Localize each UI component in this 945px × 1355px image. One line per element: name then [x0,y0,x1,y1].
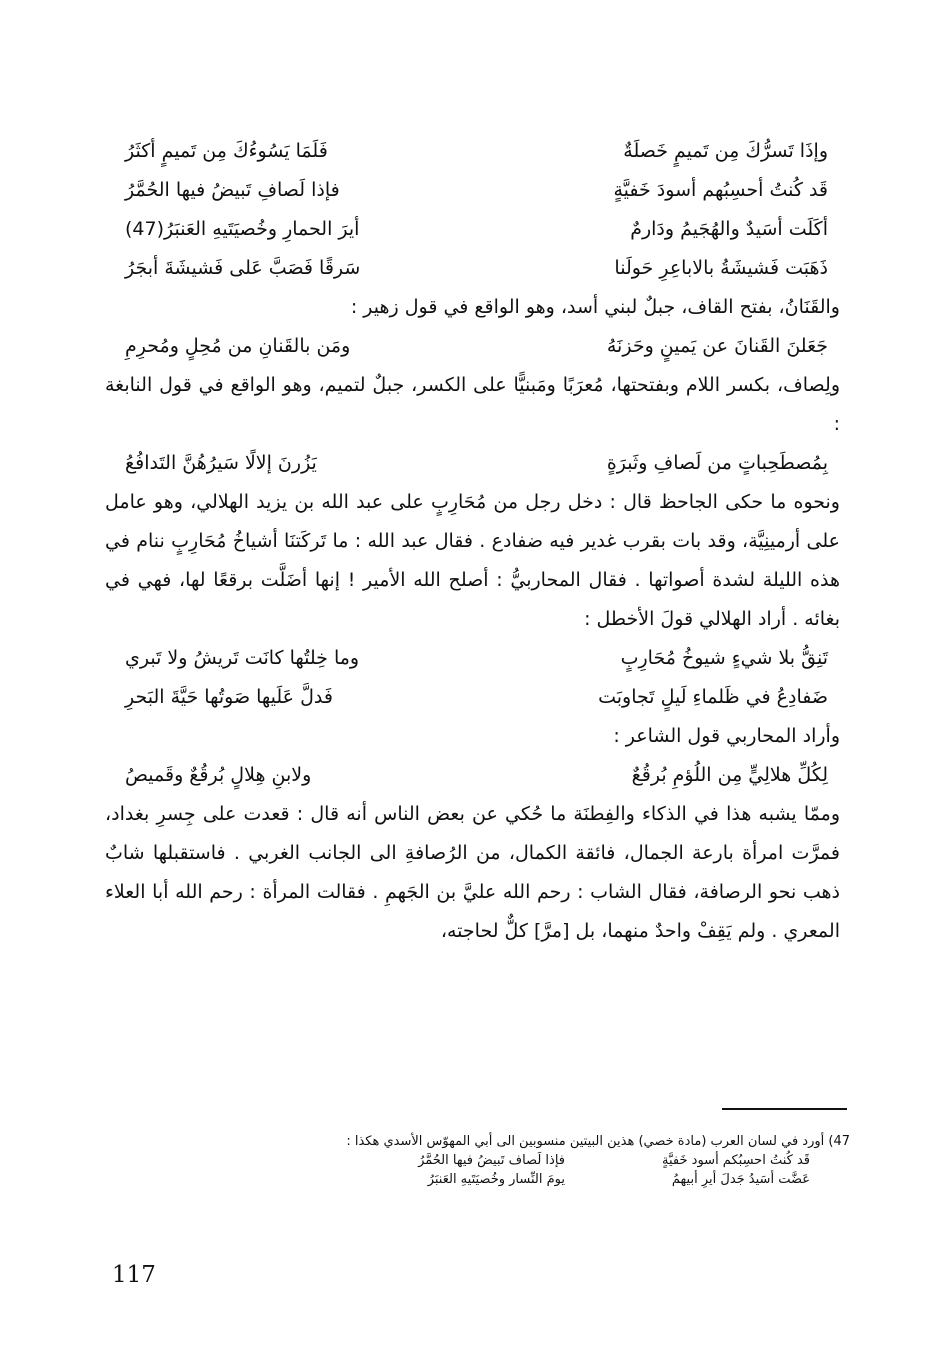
prose-paragraph: ولِصاف، بكسر اللام وبفتحتها، مُعرَبًا ومَبنيًّا على الكسر، جبلٌ لتميم، وهو الواقع في قول النابغة : [105,374,840,435]
hemistich-second: وما خِلتُها كانَت تَريشُ ولا تَبري [125,647,360,669]
footnote-verse-line [190,1151,850,1170]
verse-line [105,249,840,288]
footnote-verse-line [190,1170,850,1189]
verse-line [105,132,840,171]
hemistich-first: بِمُصطَحِباتٍ من لَصافِ وثَبرَةٍ [606,452,828,474]
prose-paragraph: وأراد المحاربي قول الشاعر : [613,725,840,747]
footnote [190,1132,850,1189]
hemistich-second: يومَ النِّسار وخُصيَتَيهِ العَنبَرُ [427,1172,565,1187]
hemistich-first: قَد كُنتُ احسِبُكم أسود خَفيَّةٍ [662,1153,810,1168]
hemistich-first: أكَلَت أسَيدٌ والهُجَيمُ ودَارمٌ [630,218,828,240]
verse-line [105,444,840,483]
prose-paragraph: ونحوه ما حكى الجاحظ قال : دخل رجل من مُحَارِبٍ على عبد الله بن يزيد الهلالي، وهو عامل على أرمينِيَّة، وقد بات بقرب غدير فيه ضفادع . فقال عبد الله : ما تَركَتنَا أشياخُ مُحَارِبٍ ننام في هذه الليلة لشدة أصواتها . فقال المحاربيُّ : أصلح الله الأمير ! إنها أضَلَّت برقعًا لها، فهي في بغائه . أراد الهلالي قولَ الأخطل : [105,491,840,630]
prose-paragraph: وممّا يشبه هذا في الذكاء والفِطنَة ما حُكي عن بعض الناس أنه قال : قعدت على جِسرِ بغداد، فمرَّت امرأة بارعة الجمال، فائقة الكمال، من الرُصافةِ الى الجانب الغربي . فاستقبلها شابٌ ذهب نحو الرصافة، فقال الشاب : رحم الله عليَّ بن الجَهمِ . فقالت المرأة : رحم الله أبا العلاء المعري . ولم يَقِفْ واحدٌ منهما، بل [مرَّ] كلٌّ لحاجته، [105,803,840,942]
main-text [105,132,840,951]
hemistich-second: أيرَ الحمارِ وخُصيَتَيهِ العَنبَرُ(47) [125,218,360,240]
hemistich-second: فإذا لَصافِ تَبيضُ فيها الحُمَّرُ [125,179,340,201]
hemistich-first: وإذَا تَسرُّكَ مِن تَميمٍ خَصلَةٌ [623,140,828,162]
verse-line [105,210,840,249]
hemistich-second: فإذا لَصاف تَبيضُ فيها الحُمَّرُ [418,1153,565,1168]
verse-line [105,171,840,210]
verse-group [105,132,840,288]
prose-paragraph: والقَنَانُ، بفتح القاف، جبلٌ لبني أسد، وهو الواقع في قول زهير : [350,296,840,318]
hemistich-first: قَد كُنتُ أحسِبُهم أسودَ خَفيَّةٍ [613,179,828,201]
hemistich-first: ذَهَبَت فَشيشَةُ بالاباعِرِ حَولَنا [614,257,828,279]
verse-line [105,327,840,366]
hemistich-second: ولابنِ هِلالٍ بُرقُعٌ وقَميصُ [125,764,312,786]
hemistich-second: فَدلَّ عَلَيها صَوتُها حَيَّةَ البَحرِ [125,686,333,708]
hemistich-first: عَضَّت أسَيدُ جَدلَ أيرِ أبيهمُ [671,1172,810,1187]
verse-line [105,756,840,795]
hemistich-first: لِكُلِّ هلالِيٍّ مِن اللُؤمِ بُرقُعٌ [631,764,828,786]
verse-line [105,639,840,678]
hemistich-second: فَلَمَا يَسُوءُكَ مِن تَميمٍ أكثَرُ [125,140,328,162]
hemistich-first: تَنِقُّ بلا شيءٍ شيوخُ مُحَارِبٍ [620,647,828,669]
hemistich-second: ومَن بالقَنانِ من مُحِلٍ ومُحرِمِ [125,335,351,357]
hemistich-first: جَعَلنَ القَنانَ عن يَمينٍ وحَزنَهُ [606,335,828,357]
hemistich-second: سَرقًا فَصَبَّ عَلى فَشيشَةَ أبجَرُ [125,257,361,279]
hemistich-first: ضَفادِعُ في ظَلماءِ لَيلٍ تَجاوبَت [598,686,828,708]
footnote-text: 47) أورد في لسان العرب (مادة خصي) هذين البيتين منسوبين الى أبي المهوّس الأسدي هكذا : [346,1134,850,1149]
verse-line [105,678,840,717]
hemistich-second: يَزُرنَ إلالًا سَيرُهُنَّ التَدافُعُ [125,452,317,474]
page-number: 117 [112,1262,156,1288]
footnote-divider [722,1108,847,1110]
